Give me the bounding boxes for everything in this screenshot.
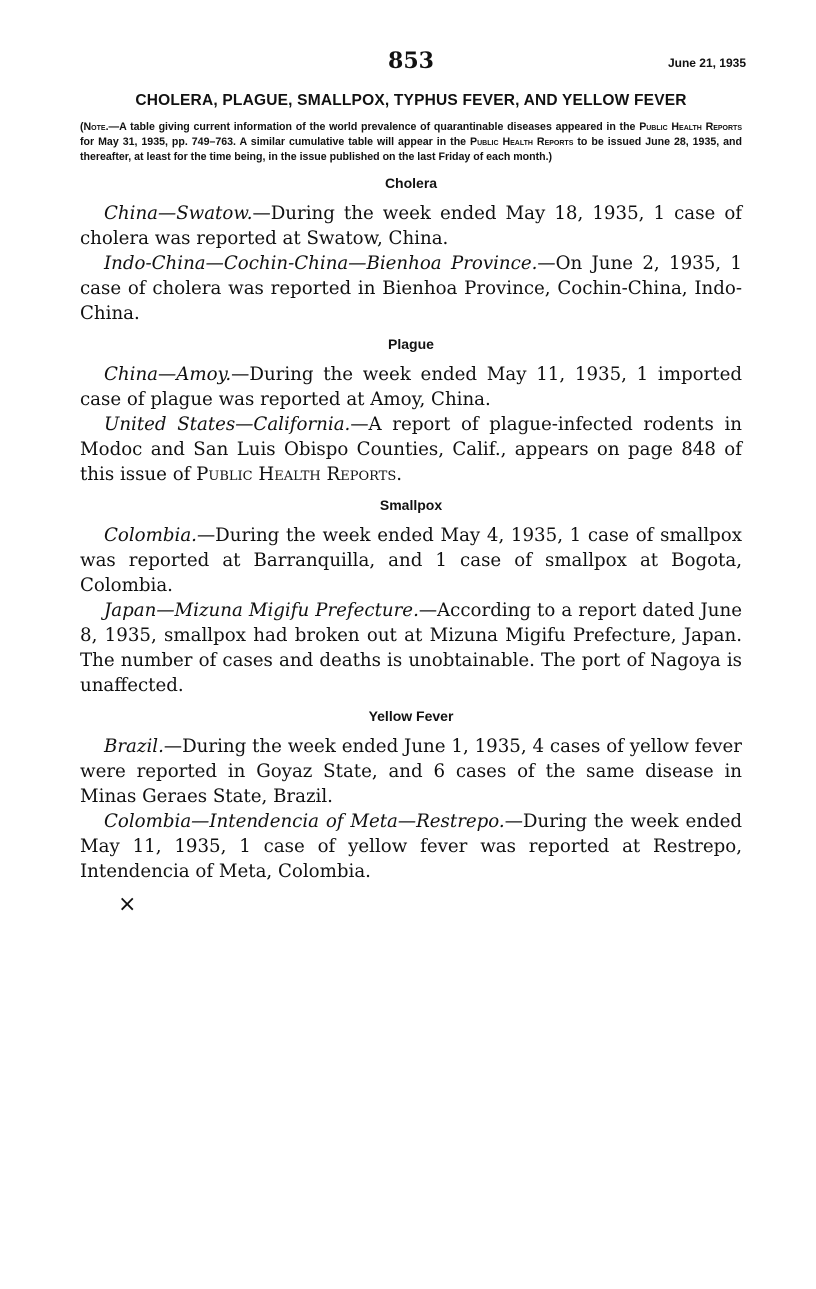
report-text-end: . — [396, 464, 403, 485]
report-place: China—Swatow. — [104, 203, 253, 224]
report-paragraph — [80, 523, 742, 598]
editorial-note — [80, 120, 742, 165]
report-text: —A report of plague-infected rodents in Modoc and San Luis Obispo Counties, Calif., appears on page 848 of this issue of — [80, 414, 742, 485]
page-header — [80, 48, 746, 88]
section-heading-smallpox: Smallpox — [379, 497, 443, 513]
section-heading-yellow-fever: Yellow Fever — [368, 708, 454, 724]
note-publication-2: Public Health Reports — [470, 136, 574, 148]
report-paragraph — [80, 412, 742, 487]
report-paragraph — [80, 362, 742, 412]
section-heading-plague: Plague — [388, 336, 434, 352]
note-label: Note — [83, 121, 106, 133]
report-place: Indo-China—Cochin-China—Bienhoa Province. — [104, 253, 538, 274]
report-text: —On June 2, 1935, 1 case of cholera was reported in Bienhoa Province, Cochin-China, Indo-China. — [80, 253, 742, 324]
note-text-1: .—A table giving current information of the world prevalence of quarantinable diseases appeared in the — [105, 121, 640, 133]
note-publication-1: Public Health Reports — [639, 121, 743, 133]
report-place: Colombia. — [104, 525, 197, 546]
report-place: China—Amoy. — [104, 364, 232, 385]
report-paragraph — [80, 598, 742, 698]
report-paragraph — [80, 809, 742, 884]
report-paragraph — [80, 734, 742, 809]
report-text: —According to a report dated June 8, 1935, smallpox had broken out at Mizuna Migifu Prefecture, Japan. The number of cases and deaths is unobtainable. The port of Nagoya is unaffected. — [80, 600, 742, 696]
report-place: Brazil. — [104, 736, 164, 757]
article-title: CHOLERA, PLAGUE, SMALLPOX, TYPHUS FEVER, AND YELLOW FEVER — [135, 92, 687, 109]
note-open: ( — [80, 121, 84, 133]
note-text-3: to be issued June 28, 1935, and thereafter, at least for the time being, in the issue published on the last Friday of each month.) — [80, 136, 742, 163]
end-mark-icon: × — [118, 892, 137, 917]
document-page — [80, 48, 746, 917]
report-paragraph — [80, 201, 742, 251]
report-place: United States—California. — [104, 414, 351, 435]
report-text: —During the week ended May 4, 1935, 1 case of smallpox was reported at Barranquilla, and 1 case of smallpox at Bogota, Colombia. — [80, 525, 742, 596]
report-text: —During the week ended May 11, 1935, 1 case of yellow fever was reported at Restrepo, Intendencia of Meta, Colombia. — [80, 811, 742, 882]
issue-date: June 21, 1935 — [667, 56, 746, 70]
report-text: —During the week ended May 11, 1935, 1 imported case of plague was reported at Amoy, China. — [80, 364, 742, 410]
page-number: 853 — [388, 48, 434, 74]
report-paragraph — [80, 251, 742, 326]
report-text: —During the week ended June 1, 1935, 4 cases of yellow fever were reported in Goyaz State, and 6 cases of the same disease in Minas Geraes State, Brazil. — [80, 736, 742, 807]
publication-name: Public Health Reports — [196, 464, 397, 485]
report-place: Japan—Mizuna Migifu Prefecture. — [104, 600, 419, 621]
report-place: Colombia—Intendencia of Meta—Restrepo. — [104, 811, 505, 832]
report-text: —During the week ended May 18, 1935, 1 case of cholera was reported at Swatow, China. — [80, 203, 742, 249]
section-heading-cholera: Cholera — [384, 175, 438, 191]
note-text-2: for May 31, 1935, pp. 749–763. A similar cumulative table will appear in the — [80, 136, 471, 148]
